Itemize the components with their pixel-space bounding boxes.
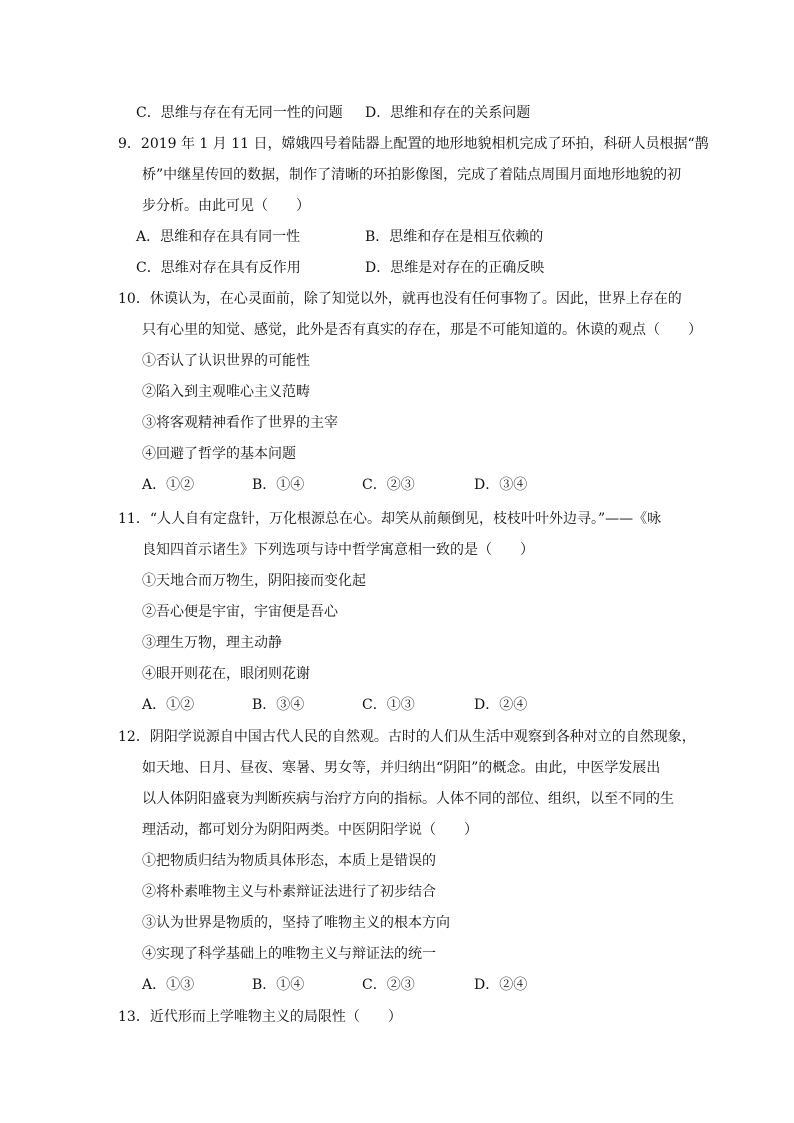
q12-option-d: D．②④ (474, 977, 528, 993)
q11-stem-line-1: 11．“人人自有定盘针，万化根源总在心。却笑从前颠倒见，枝枝叶叶外边寻。”——《咏 (118, 511, 662, 527)
q12-stem-line-1: 12．阴阳学说源自中国古代人民的自然观。古时的人们从生活中观察到各种对立的自然现象， (118, 729, 696, 745)
q11-item-1: ①天地合而万物生，阴阳接而变化起 (142, 573, 366, 589)
q8-option-c: C．思维与存在有无同一性的问题 (136, 105, 343, 121)
q12-stem-line-2: 如天地、日月、昼夜、寒暑、男女等，并归纳出“阴阳”的概念。由此，中医学发展出 (142, 760, 661, 776)
q11-item-3: ③理生万物，理主动静 (142, 635, 282, 651)
q12-option-b: B．①④ (252, 977, 305, 993)
q8-option-d: D．思维和存在的关系问题 (365, 105, 531, 121)
q9-stem-line-2: 桥”中继星传回的数据，制作了清晰的环拍影像图，完成了着陆点周围月面地形地貌的初 (142, 167, 682, 183)
q12-item-2: ②将朴素唯物主义与朴素辩证法进行了初步结合 (142, 884, 436, 900)
q9-option-d: D．思维是对存在的正确反映 (365, 260, 545, 276)
q12-stem-line-3: 以人体阴阳盛衰为判断疾病与治疗方向的指标。人体不同的部位、组织，以至不同的生 (142, 791, 674, 807)
q11-option-c: C．①③ (362, 697, 415, 713)
q12-stem-line-4: 理活动，都可划分为阴阳两类。中医阴阳学说（ ） (142, 822, 478, 838)
q9-stem-line-1: 9．2019 年 1 月 11 日，嫦娥四号着陆器上配置的地形地貌相机完成了环拍，科研人员根据“鹊 (118, 136, 709, 152)
q13-stem-line-1: 13．近代形而上学唯物主义的局限性（ ） (118, 1009, 402, 1025)
q10-stem-line-2: 只有心里的知觉、感觉，此外是否有真实的存在，那是不可能知道的。休谟的观点（ ） (142, 322, 702, 338)
q10-option-d: D．③④ (474, 477, 528, 493)
q11-option-d: D．②④ (474, 697, 528, 713)
q9-stem-line-3: 步分析。由此可见（ ） (142, 198, 310, 214)
q10-option-c: C．②③ (362, 477, 415, 493)
q11-stem-line-2: 良知四首示诸生》下列选项与诗中哲学寓意相一致的是（ ） (142, 542, 534, 558)
q10-item-2: ②陷入到主观唯心主义范畴 (142, 384, 310, 400)
q10-stem-line-1: 10．休谟认为，在心灵面前，除了知觉以外，就再也没有任何事物了。因此，世界上存在的 (118, 291, 682, 307)
q12-option-a: A．①③ (142, 977, 195, 993)
q10-option-a: A．①② (142, 477, 195, 493)
q10-option-b: B．①④ (252, 477, 305, 493)
q9-option-a: A．思维和存在具有同一性 (136, 229, 301, 245)
q12-option-c: C．②③ (362, 977, 415, 993)
q11-option-a: A．①② (142, 697, 195, 713)
q12-item-1: ①把物质归结为物质具体形态，本质上是错误的 (142, 853, 436, 869)
q10-item-1: ①否认了认识世界的可能性 (142, 353, 310, 369)
q12-item-4: ④实现了科学基础上的唯物主义与辩证法的统一 (142, 946, 436, 962)
q12-item-3: ③认为世界是物质的，坚持了唯物主义的根本方向 (142, 915, 450, 931)
q10-item-3: ③将客观精神看作了世界的主宰 (142, 415, 338, 431)
q11-option-b: B．③④ (252, 697, 305, 713)
q11-item-2: ②吾心便是宇宙，宇宙便是吾心 (142, 604, 338, 620)
q9-option-b: B．思维和存在是相互依赖的 (365, 229, 544, 245)
q10-item-4: ④回避了哲学的基本问题 (142, 446, 296, 462)
q9-option-c: C．思维对存在具有反作用 (136, 260, 301, 276)
q11-item-4: ④眼开则花在，眼闭则花谢 (142, 666, 310, 682)
